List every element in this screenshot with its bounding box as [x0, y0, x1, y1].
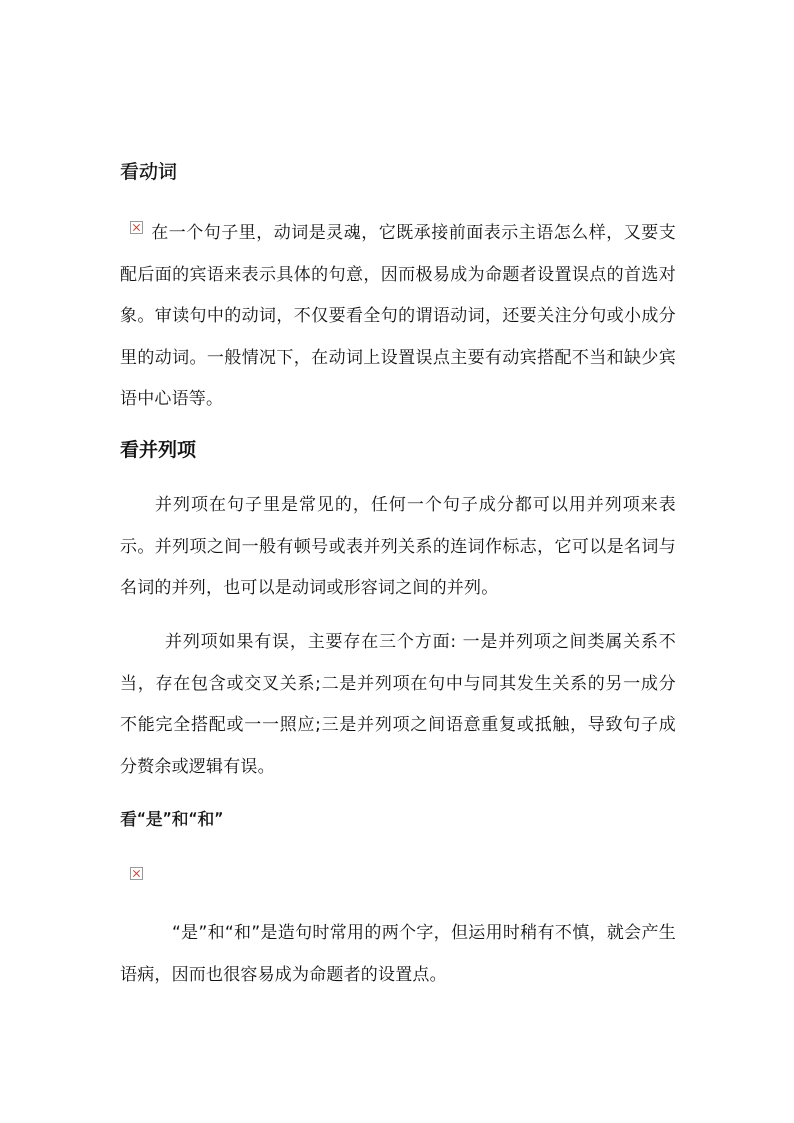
paragraph-parallel-items-2: 并列项如果有误，主要存在三个方面: 一是并列项之间类属关系不当，存在包含或交叉关系;二是并列项在句中与同其发生关系的另一成分不能完全搭配或一一照应;三是并列项之间语意重复或抵触，导致句子成分赘余或逻辑有误。	[120, 632, 676, 777]
broken-image-icon	[130, 867, 143, 880]
section-heading-verbs: 看动词	[120, 161, 178, 183]
broken-image-icon	[130, 221, 143, 234]
paragraph-shi-and-he: “是”和“和”是造句时常用的两个字，但运用时稍有不慎，就会产生语病，因而也很容易成为命题者的设置点。	[120, 923, 676, 985]
paragraph-parallel-items-1: 并列项在句子里是常见的，任何一个句子成分都可以用并列项来表示。并列项之间一般有顿号或表并列关系的连词作标志，它可以是名词与名词的并列，也可以是动词或形容词之间的并列。	[120, 495, 676, 598]
section-heading-shi-and-he: 看“是”和“和”	[120, 810, 224, 830]
paragraph-verbs-text: 在一个句子里，动词是灵魂，它既承接前面表示主语怎么样，又要支配后面的宾语来表示具体的句意，因而极易成为命题者设置误点的首选对象。审读句中的动词，不仅要看全句的谓语动词，还要关注分句或小成分里的动词。一般情况下，在动词上设置误点主要有动宾搭配不当和缺少宾语中心语等。	[120, 223, 676, 409]
section-heading-parallel-items: 看并列项	[120, 439, 197, 461]
paragraph-verbs	[120, 213, 676, 421]
